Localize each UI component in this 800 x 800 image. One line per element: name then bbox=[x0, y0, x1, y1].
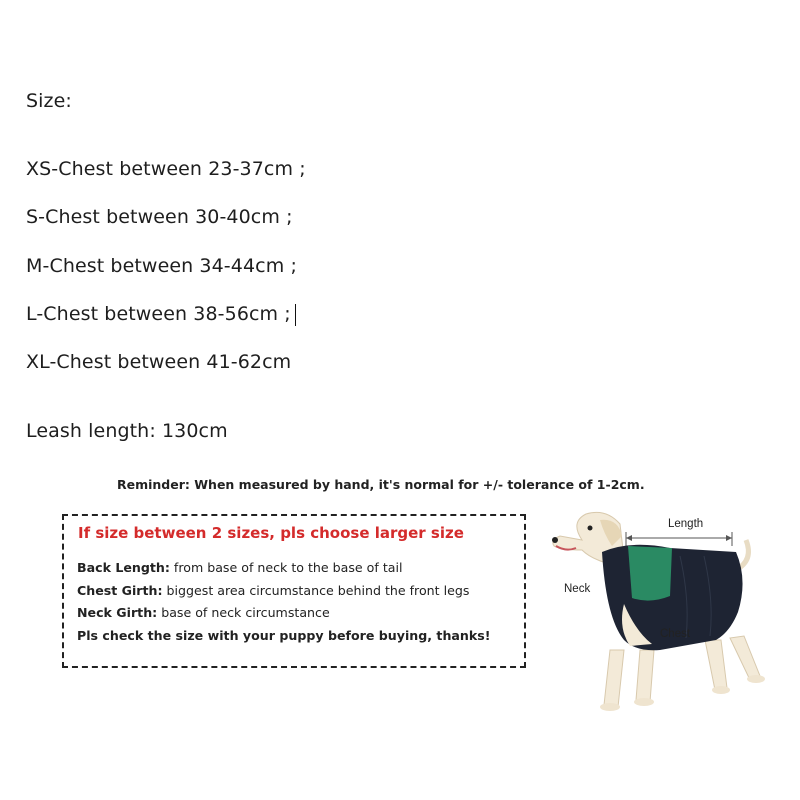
dog-illustration bbox=[540, 500, 780, 720]
chest-girth-text: biggest area circumstance behind the front legs bbox=[162, 583, 470, 598]
size-m: M-Chest between 34-44cm ; bbox=[26, 255, 297, 277]
text-caret bbox=[295, 304, 296, 326]
note-check bbox=[77, 628, 491, 643]
neck-girth-text: base of neck circumstance bbox=[157, 605, 330, 620]
size-l-row bbox=[26, 303, 296, 326]
leash-length: Leash length: 130cm bbox=[26, 420, 228, 442]
size-heading: Size: bbox=[26, 90, 72, 112]
note-neck-girth bbox=[77, 605, 330, 620]
neck-girth-label: Neck Girth: bbox=[77, 605, 158, 620]
back-length-label: Back Length: bbox=[77, 560, 170, 575]
note-chest-girth bbox=[77, 583, 469, 598]
back-length-text: from base of neck to the base of tail bbox=[169, 560, 403, 575]
chest-label: Chest bbox=[660, 628, 691, 640]
size-xl: XL-Chest between 41-62cm bbox=[26, 351, 292, 373]
dog-diagram bbox=[540, 500, 780, 720]
neck-label: Neck bbox=[564, 583, 591, 595]
reminder-text: Reminder: When measured by hand, it's normal for +/- tolerance of 1-2cm. bbox=[117, 477, 645, 492]
size-s: S-Chest between 30-40cm ; bbox=[26, 206, 293, 228]
note-title: If size between 2 sizes, pls choose larger size bbox=[78, 524, 464, 542]
size-l: L-Chest between 38-56cm ; bbox=[26, 303, 291, 325]
check-text: Pls check the size with your puppy before buying, thanks! bbox=[77, 628, 491, 643]
note-back-length bbox=[77, 560, 402, 575]
length-label: Length bbox=[668, 518, 704, 530]
size-xs: XS-Chest between 23-37cm ; bbox=[26, 158, 306, 180]
size-note-box bbox=[62, 514, 526, 668]
chest-girth-label: Chest Girth: bbox=[77, 583, 163, 598]
